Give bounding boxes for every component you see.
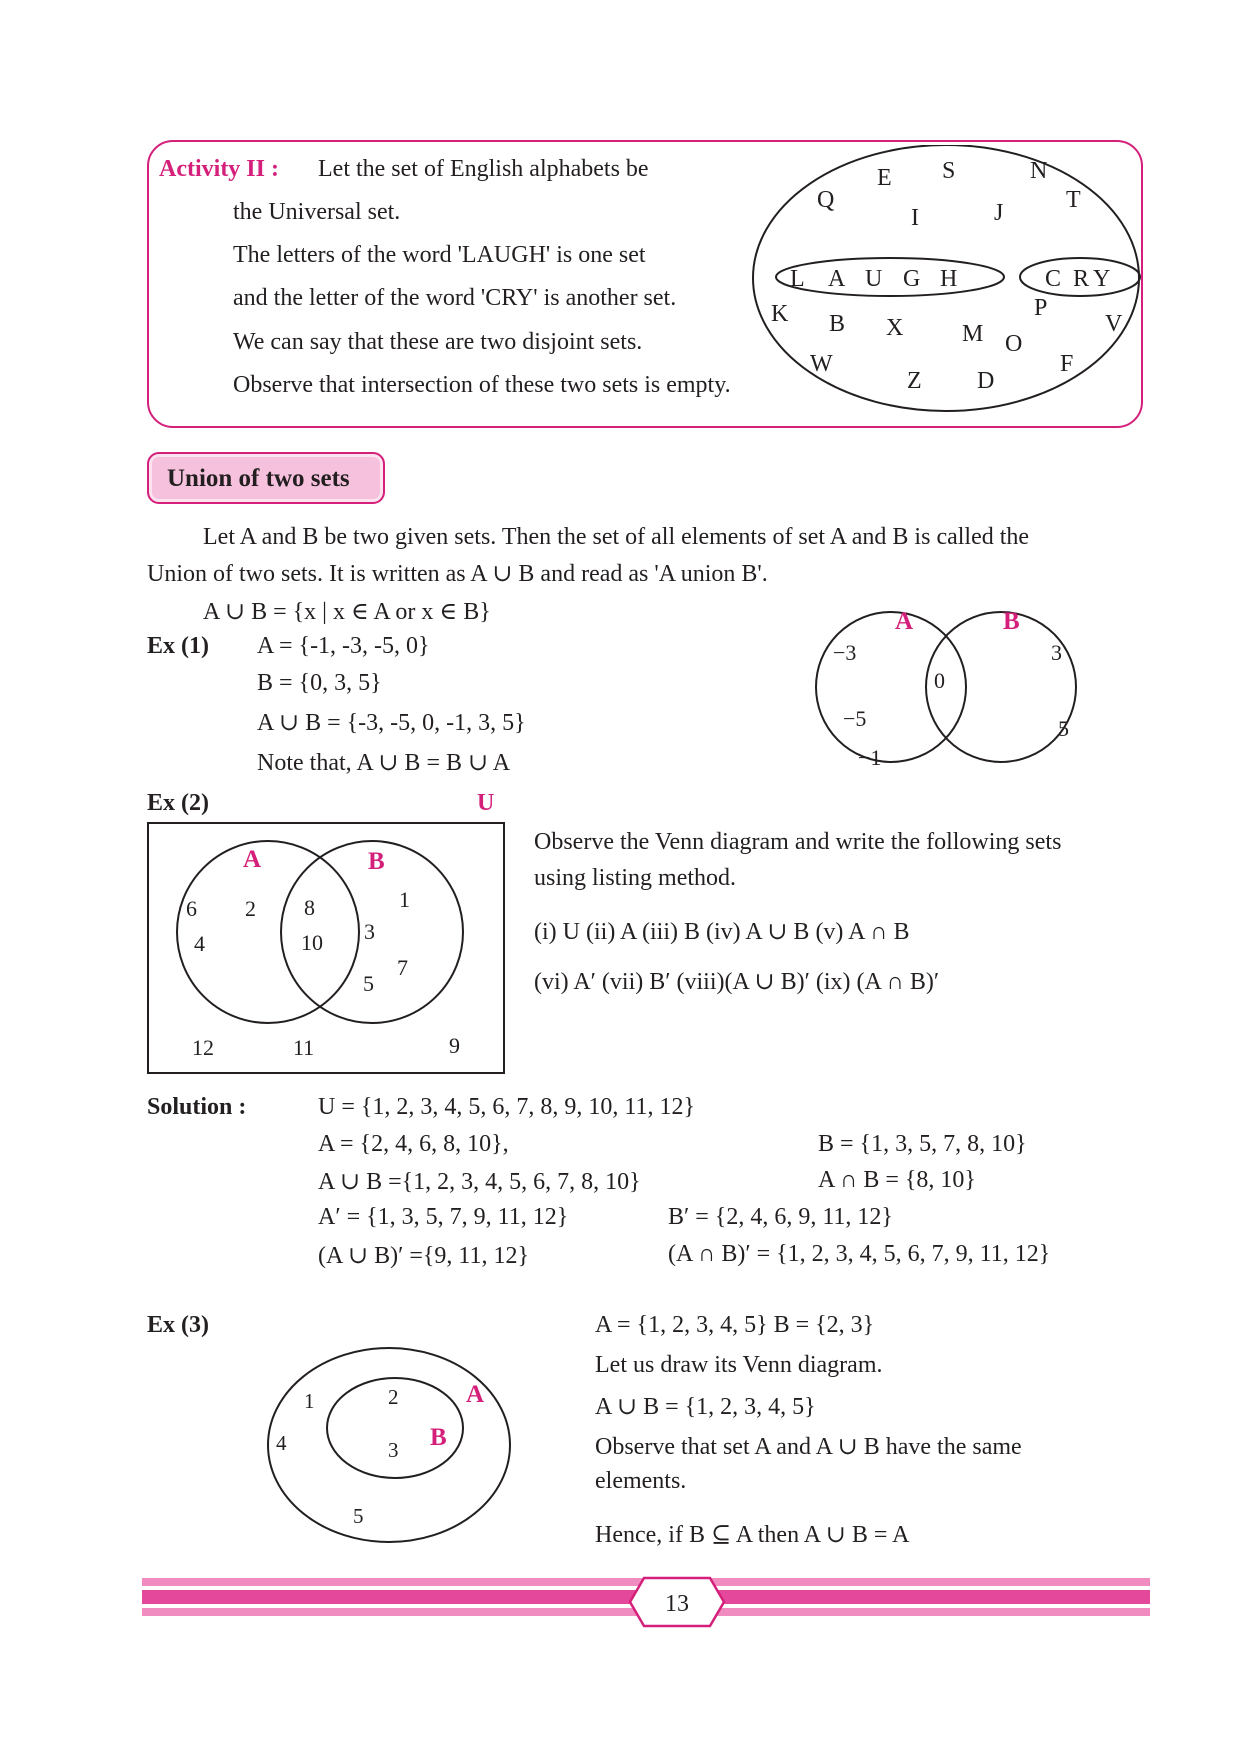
solution-a-union-b: A ∪ B ={1, 2, 3, 4, 5, 6, 7, 8, 10} (318, 1169, 641, 1195)
activity-line-1: Let the set of English alphabets be (318, 156, 649, 182)
ex3-line: A ∪ B = {1, 2, 3, 4, 5} (595, 1394, 816, 1420)
element: −5 (843, 706, 867, 731)
ex3-label: Ex (3) (147, 1312, 209, 1338)
element: 5 (363, 971, 374, 996)
universal-letter: O (1005, 331, 1023, 357)
element: 10 (301, 930, 323, 955)
intro-line-2: Union of two sets. It is written as A ∪ B and read as 'A union B'. (147, 561, 768, 587)
universe-label: U (477, 790, 495, 816)
footer-band (142, 1575, 1150, 1630)
universal-letter: S (942, 158, 956, 184)
ex1-line: B = {0, 3, 5} (257, 670, 382, 696)
ex3-venn-diagram (264, 1344, 514, 1549)
cry-letter: R (1073, 266, 1090, 292)
laugh-ellipse (776, 258, 1004, 296)
activity-label: Activity II : (159, 156, 279, 182)
laugh-letter: L (790, 266, 805, 292)
universal-letter: K (771, 301, 789, 327)
set-b-circle (926, 612, 1076, 762)
element: 12 (192, 1035, 214, 1060)
element: 4 (194, 931, 205, 956)
ex2-question-line-1: Observe the Venn diagram and write the following sets (534, 829, 1062, 855)
element: −1 (858, 745, 882, 770)
ex3-line: elements. (595, 1468, 687, 1494)
solution-a: A = {2, 4, 6, 8, 10}, (318, 1131, 509, 1157)
ex2-items-row-1: (i) U (ii) A (iii) B (iv) A ∪ B (v) A ∩ B (534, 919, 910, 945)
laugh-letter: H (940, 266, 958, 292)
activity-line-5: We can say that these are two disjoint sets. (233, 329, 643, 355)
solution-u: U = {1, 2, 3, 4, 5, 6, 7, 8, 9, 10, 11, 12} (318, 1094, 696, 1120)
element: 1 (399, 887, 410, 912)
element: 2 (245, 896, 256, 921)
set-b-label: B (368, 848, 385, 875)
laugh-letter: A (828, 266, 846, 292)
universal-letter: T (1066, 187, 1081, 213)
section-heading (147, 452, 385, 504)
element: 1 (304, 1389, 315, 1413)
universal-letter: M (962, 321, 984, 347)
ex3-conclusion: Hence, if B ⊆ A then A ∪ B = A (595, 1522, 910, 1548)
activity-line-3: The letters of the word 'LAUGH' is one set (233, 242, 646, 268)
union-definition: A ∪ B = {x | x ∈ A or x ∈ B} (203, 599, 491, 625)
activity-line-4: and the letter of the word 'CRY' is another set. (233, 285, 677, 311)
universal-letter: X (886, 315, 904, 341)
element: 8 (304, 895, 315, 920)
universal-letter: Z (907, 368, 922, 394)
element: 3 (364, 919, 375, 944)
intro-line-1: Let A and B be two given sets. Then the set of all elements of set A and B is called the (203, 524, 1030, 550)
activity-line-6: Observe that intersection of these two sets is empty. (233, 372, 731, 398)
section-heading-text: Union of two sets (167, 465, 350, 492)
element: 5 (353, 1504, 364, 1528)
universal-letter: F (1060, 351, 1074, 377)
set-b-label: B (1003, 608, 1020, 635)
element: 9 (449, 1033, 460, 1058)
universal-letter: P (1034, 295, 1048, 321)
universal-letter: N (1030, 158, 1048, 184)
ex1-line: A = {-1, -3, -5, 0} (257, 633, 430, 659)
page-number: 13 (665, 1591, 689, 1617)
element: 3 (1051, 640, 1062, 665)
universal-letter: J (994, 200, 1004, 226)
solution-union-complement: (A ∪ B)′ ={9, 11, 12} (318, 1243, 530, 1269)
set-a-label: A (466, 1381, 485, 1408)
element: 5 (1058, 716, 1069, 741)
laugh-letter: U (865, 266, 883, 292)
ex1-line: A ∪ B = {-3, -5, 0, -1, 3, 5} (257, 710, 526, 736)
universal-letter: W (810, 351, 833, 377)
element: 6 (186, 896, 197, 921)
element: 4 (276, 1431, 287, 1455)
universal-letter: I (911, 205, 919, 231)
ex3-line: A = {1, 2, 3, 4, 5} B = {2, 3} (595, 1312, 875, 1338)
ex2-venn-diagram (147, 822, 507, 1076)
activity-line-2: the Universal set. (233, 199, 401, 225)
solution-a-complement: A′ = {1, 3, 5, 7, 9, 11, 12} (318, 1204, 569, 1230)
universal-letter: B (829, 311, 846, 337)
universal-letter: V (1105, 311, 1123, 337)
element: 0 (934, 668, 945, 693)
solution-a-intersect-b: A ∩ B = {8, 10} (818, 1167, 976, 1193)
ex3-line: Observe that set A and A ∪ B have the same (595, 1434, 1022, 1460)
universal-letter: D (977, 368, 995, 394)
ex2-question-line-2: using listing method. (534, 865, 737, 891)
cry-letter: Y (1093, 266, 1111, 292)
solution-b-complement: B′ = {2, 4, 6, 9, 11, 12} (668, 1204, 893, 1230)
ex1-label: Ex (1) (147, 633, 209, 659)
alphabet-venn-diagram (750, 145, 1145, 423)
laugh-letter: G (903, 266, 921, 292)
element: 11 (293, 1035, 315, 1060)
ex2-items-row-2: (vi) A′ (vii) B′ (viii)(A ∪ B)′ (ix) (A ∩ B)′ (534, 969, 940, 995)
solution-intersection-complement: (A ∩ B)′ = {1, 2, 3, 4, 5, 6, 7, 9, 11, 12} (668, 1241, 1051, 1267)
solution-b: B = {1, 3, 5, 7, 8, 10} (818, 1131, 1027, 1157)
set-a-label: A (243, 846, 262, 873)
element: −3 (833, 640, 857, 665)
ex2-label: Ex (2) (147, 790, 209, 816)
universal-letter: E (877, 165, 892, 191)
element: 7 (397, 955, 408, 980)
element: 3 (388, 1438, 399, 1462)
ex1-line: Note that, A ∪ B = B ∪ A (257, 750, 511, 776)
solution-label: Solution : (147, 1094, 247, 1120)
universal-letter: Q (817, 187, 835, 213)
set-b-label: B (430, 1424, 447, 1451)
element: 2 (388, 1385, 399, 1409)
cry-letter: C (1045, 266, 1062, 292)
ex1-venn-diagram (805, 595, 1100, 785)
ex3-line: Let us draw its Venn diagram. (595, 1352, 883, 1378)
set-a-label: A (895, 608, 914, 635)
